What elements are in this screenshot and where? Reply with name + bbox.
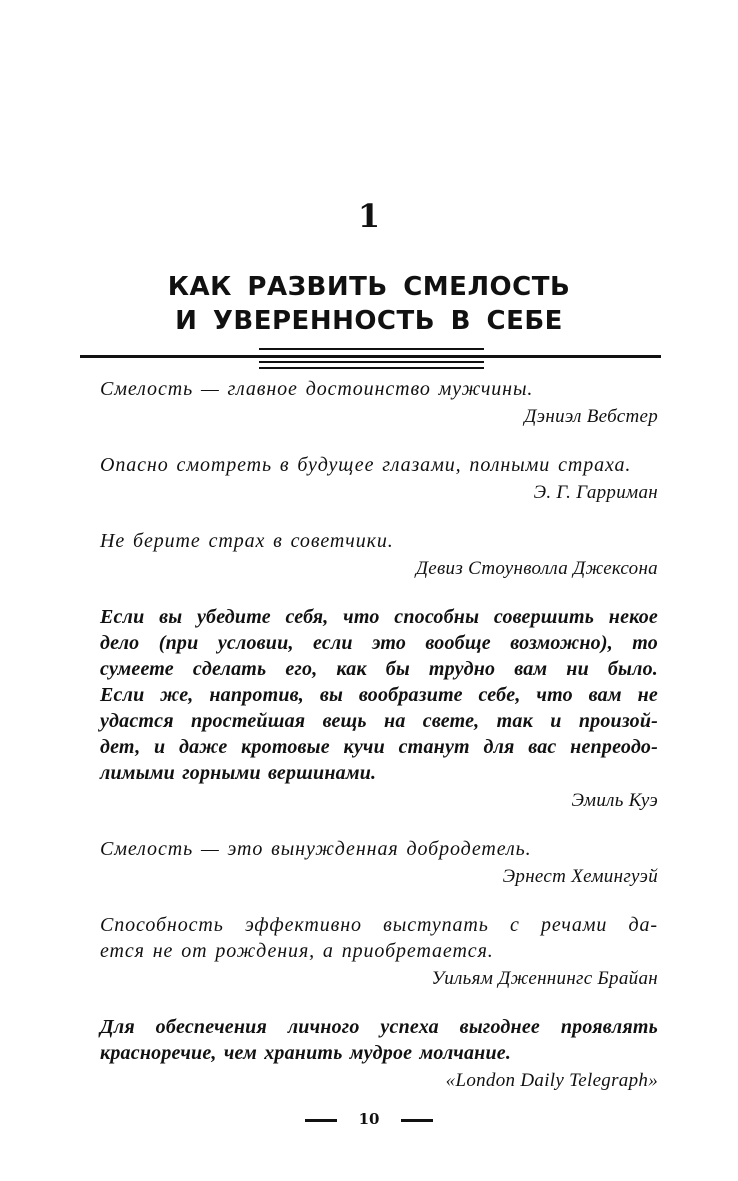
quote-text [100, 376, 658, 402]
quote-line: красноречие, чем хранить мудрое молчание. [100, 1042, 512, 1064]
quote-line: Не берите страх в советчики. [100, 530, 394, 552]
page-number: 10 [358, 1110, 380, 1128]
quote-line: Опасно смотреть в будущее глазами, полными страха. [100, 454, 632, 476]
quote-line: лимыми горными вершинами. [100, 762, 377, 784]
quote-line: Смелость — это вынужденная добродетель. [100, 838, 532, 860]
epigraph [100, 376, 658, 432]
epigraph [100, 912, 658, 994]
title-divider-ornament-line [259, 361, 484, 363]
quote-line: удастся простейшая вещь на свете, так и произой- [100, 710, 658, 732]
quote-author: Уильям Дженнингс Брайан [431, 968, 658, 989]
quote-line: Если же, напротив, вы вообразите себе, что вам не [100, 684, 658, 706]
title-divider-ornament-line [259, 367, 484, 369]
chapter-number: 1 [357, 197, 381, 235]
epigraph [100, 528, 658, 584]
quote-text [100, 528, 658, 554]
quote-line: дет, и даже кротовые кучи станут для вас непреодо- [100, 736, 658, 758]
quote-line: ется не от рождения, а приобретается. [100, 940, 494, 962]
quote-text [100, 604, 658, 786]
epigraph [100, 836, 658, 892]
epigraph [100, 604, 658, 816]
quote-text [100, 452, 658, 478]
quote-author: Девиз Стоунволла Джексона [415, 558, 658, 579]
title-divider-rule [80, 355, 661, 358]
quote-line: дело (при условии, если это вообще возможно), то [100, 632, 658, 654]
epigraph-list [100, 376, 658, 1116]
quote-author: Дэниэл Вебстер [524, 406, 658, 427]
chapter-title-line-1: КАК РАЗВИТЬ СМЕЛОСТЬ [167, 272, 571, 302]
page-footer [0, 1109, 738, 1129]
quote-author: Эмиль Куэ [571, 790, 658, 811]
chapter-title [0, 270, 738, 338]
title-divider-ornament-line [259, 348, 484, 350]
quote-line: Способность эффективно выступать с речами да- [100, 914, 658, 936]
quote-line: Смелость — главное достоинство мужчины. [100, 378, 534, 400]
quote-author: Э. Г. Гарриман [533, 482, 658, 503]
epigraph [100, 452, 658, 508]
quote-line: сумеете сделать его, как бы трудно вам ни было. [100, 658, 658, 680]
epigraph [100, 1014, 658, 1096]
quote-author: «London Daily Telegraph» [445, 1070, 658, 1091]
quote-text [100, 836, 658, 862]
footer-dash-left [305, 1119, 337, 1122]
quote-text [100, 912, 658, 964]
quote-text [100, 1014, 658, 1066]
quote-line: Для обеспечения личного успеха выгоднее проявлять [100, 1016, 658, 1038]
footer-dash-right [401, 1119, 433, 1122]
chapter-title-line-2: И УВЕРЕННОСТЬ В СЕБЕ [175, 306, 563, 336]
quote-author: Эрнест Хемингуэй [502, 866, 658, 887]
quote-line: Если вы убедите себя, что способны совершить некое [100, 606, 658, 628]
